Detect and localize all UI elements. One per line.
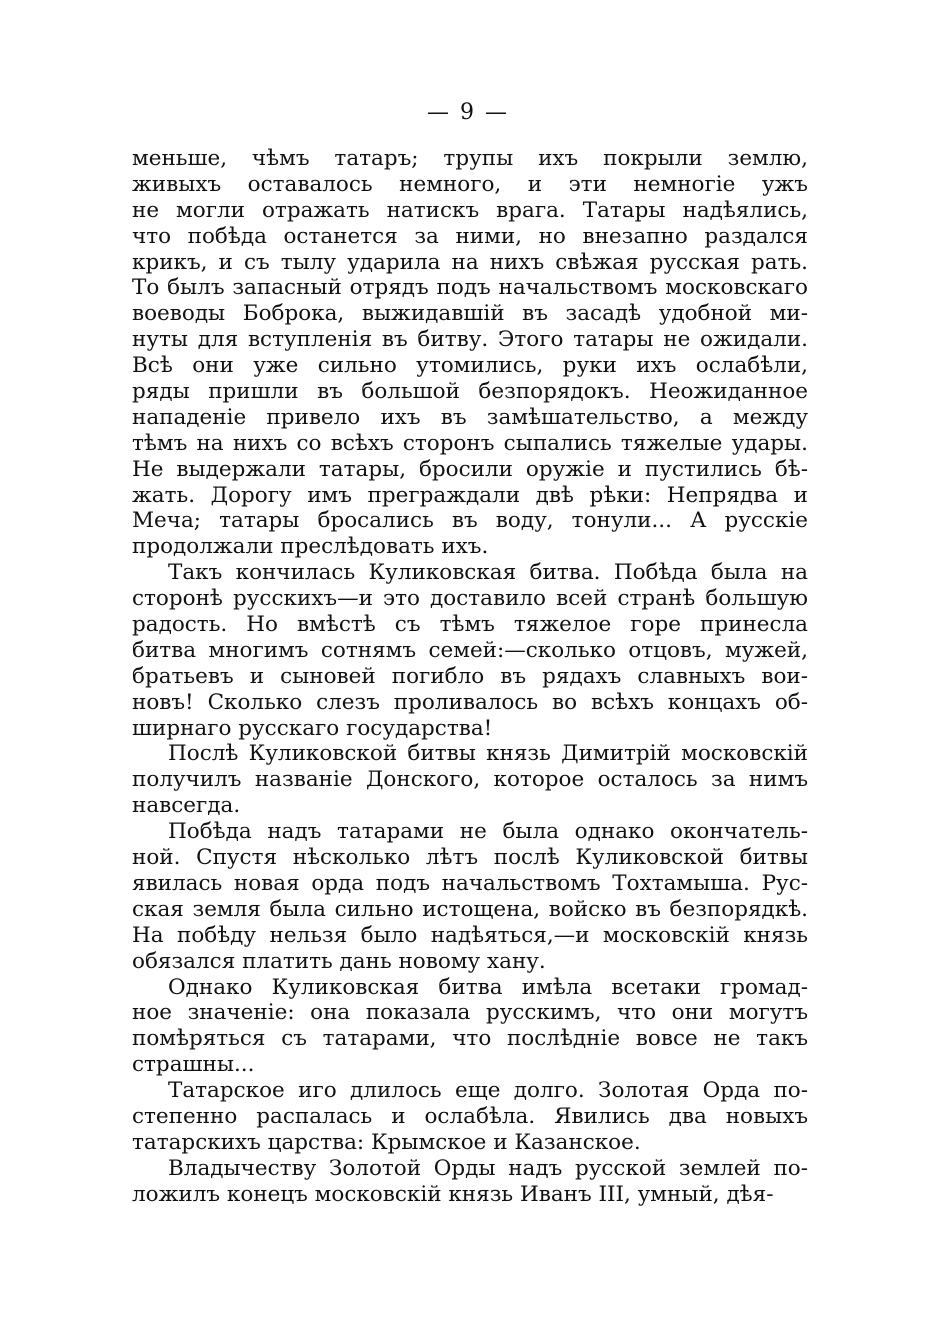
page-number: — 9 — (427, 100, 509, 125)
text-line: новъ! Сколько слезъ проливалось во всѣхъ концахъ об- (132, 689, 808, 715)
body-text (132, 146, 808, 1208)
text-line: Татарское иго длилось еще долго. Золотая Орда по- (168, 1078, 808, 1104)
text-line: Всѣ они уже сильно утомились, руки ихъ ослабѣли, (132, 353, 808, 379)
text-line: Меча; татары бросались въ воду, тонули... А русскіе (132, 508, 808, 534)
text-line: То былъ запасный отрядъ подъ начальствомъ московскаго (132, 275, 808, 301)
text-line: братьевъ и сыновей погибло въ рядахъ славныхъ вои- (132, 663, 808, 689)
paragraph-p6 (132, 1078, 808, 1156)
text-line: меньше, чѣмъ татаръ; трупы ихъ покрыли землю, (132, 146, 808, 171)
paragraph-p7 (132, 1156, 808, 1208)
text-line: жать. Дорогу имъ преграждали двѣ рѣки: Непрядва и (132, 482, 808, 508)
text-line: битва многимъ сотнямъ семей:—сколько отцовъ, мужей, (132, 637, 808, 663)
text-line: ряды пришли въ большой безпорядокъ. Неожиданное (132, 379, 808, 405)
paragraph-p4 (132, 819, 808, 974)
text-line: явилась новая орда подъ начальствомъ Тохтамыша. Рус- (132, 870, 808, 896)
text-line: Побѣда надъ татарами не была однако окончатель- (168, 819, 808, 845)
text-line: Однако Куликовская битва имѣла всетаки громад- (168, 974, 808, 1000)
text-line: что побѣда останется за ними, но внезапно раздался (132, 223, 808, 249)
text-line: нуты для вступленія въ битву. Этого татары не ожидали. (132, 327, 808, 353)
text-line: воеводы Боброка, выжидавшій въ засадѣ удобной ми- (132, 301, 808, 327)
paragraph-p2 (132, 560, 808, 741)
text-line: помѣряться съ татарами, что послѣдніе вовсе не такъ (132, 1026, 808, 1052)
text-line: продолжали преслѣдовать ихъ. (132, 534, 489, 560)
text-line: ширнаго русскаго государства! (132, 715, 493, 741)
text-line: ное значеніе: она показала русскимъ, что они могутъ (132, 1000, 808, 1026)
paragraph-p3 (132, 741, 808, 819)
text-line: страшны... (132, 1052, 255, 1078)
text-line: радость. Но вмѣстѣ съ тѣмъ тяжелое горе принесла (132, 612, 808, 638)
text-line: ложилъ конецъ московскій князь Иванъ III, умный, дѣя- (132, 1181, 774, 1207)
text-line: нападеніе привело ихъ въ замѣшательство, а между (132, 404, 808, 430)
text-line: На побѣду нельзя было надѣяться,—и московскій князь (132, 922, 808, 948)
text-line: тѣмъ на нихъ со всѣхъ сторонъ сыпались тяжелые удары. (132, 430, 808, 456)
text-line: Владычеству Золотой Орды надъ русской землей по- (168, 1155, 808, 1181)
text-line: навсегда. (132, 793, 241, 819)
text-line: ская земля была сильно истощена, войско въ безпорядкѣ. (132, 896, 808, 922)
text-line: степенно распалась и ослабѣла. Явились два новыхъ (132, 1103, 808, 1129)
text-line: не могли отражать натискъ врага. Татары надѣялись, (132, 197, 808, 223)
text-line: Такъ кончилась Куликовская битва. Побѣда была на (168, 560, 808, 586)
text-line: татарскихъ царства: Крымское и Казанское. (132, 1129, 641, 1155)
text-line: крикъ, и съ тылу ударила на нихъ свѣжая русская рать. (132, 249, 808, 275)
paragraph-p5 (132, 975, 808, 1079)
text-line: обязался платить дань новому хану. (132, 948, 546, 974)
text-line: Послѣ Куликовской битвы князь Димитрій московскій (168, 741, 808, 767)
text-line: живыхъ оставалось немного, и эти немногіе ужъ (132, 171, 808, 197)
text-line: ной. Спустя нѣсколько лѣтъ послѣ Куликовской битвы (132, 845, 808, 871)
text-line: Не выдержали татары, бросили оружіе и пустились бѣ- (132, 456, 808, 482)
text-line: получилъ названіе Донского, которое осталось за нимъ (132, 767, 808, 793)
text-line: сторонѣ русскихъ—и это доставило всей странѣ большую (132, 586, 808, 612)
paragraph-p1 (132, 146, 808, 560)
